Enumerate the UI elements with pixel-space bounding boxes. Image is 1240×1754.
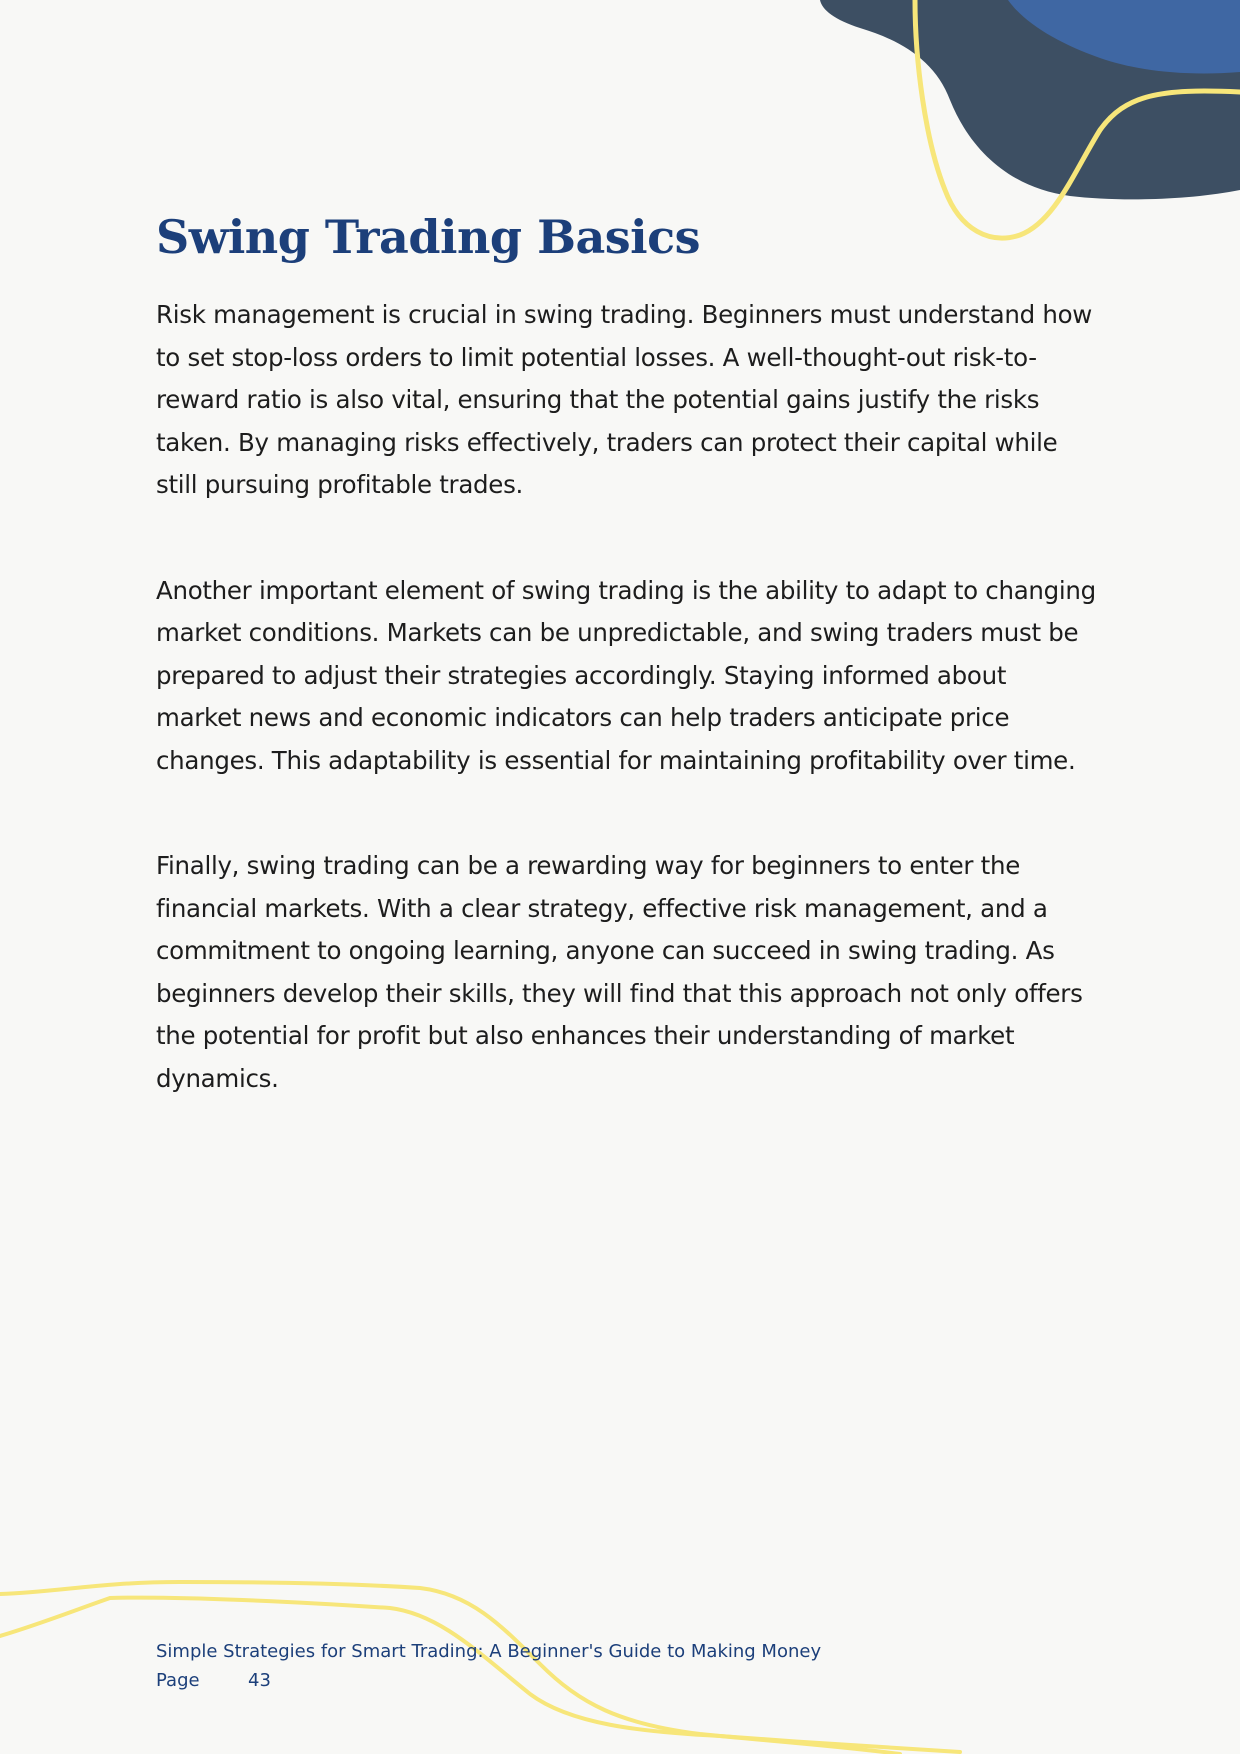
main-content xyxy=(156,210,1096,1163)
paragraph-3: Finally, swing trading can be a rewarding way for beginners to enter the financial markets. With a clear strategy, effective risk management, and a commitment to ongoing learning, anyone can succeed in swing trading. As beginners develop their skills, they will find that this approach not only offers the potential for profit but also enhances their understanding of market dynamics. xyxy=(156,851,1083,1093)
footer-page-number: 43 xyxy=(248,1670,271,1691)
footer-book-title: Simple Strategies for Smart Trading: A Beginner's Guide to Making Money xyxy=(156,1641,822,1662)
page-footer xyxy=(156,1638,1056,1696)
paragraph-2: Another important element of swing trading is the ability to adapt to changing market conditions. Markets can be unpredictable, and swing traders must be prepared to adjust their strategies accordingly. Staying informed about market news and economic indicators can help traders anticipate price changes. This adaptability is essential for maintaining profitability over time. xyxy=(156,575,1096,775)
footer-page-label: Page xyxy=(156,1670,200,1691)
paragraph-1: Risk management is crucial in swing trading. Beginners must understand how to set stop-loss orders to limit potential losses. A well-thought-out risk-to-reward ratio is also vital, ensuring that the potential gains justify the risks taken. By managing risks effectively, traders can protect their capital while still pursuing profitable trades. xyxy=(156,300,1093,499)
footer-page-indicator xyxy=(156,1666,1056,1696)
page-title: Swing Trading Basics xyxy=(156,210,701,264)
